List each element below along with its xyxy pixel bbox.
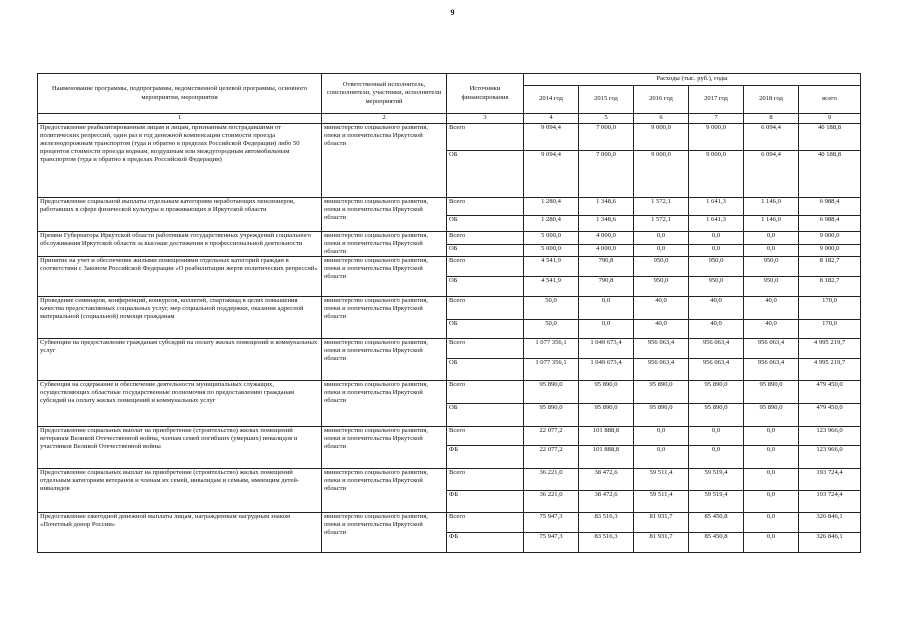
funding-source: Всего <box>447 427 524 446</box>
year-value: 6 094,4 <box>744 151 799 198</box>
year-value: 0,0 <box>634 245 689 257</box>
page-number: 9 <box>450 8 455 17</box>
table-row <box>38 381 861 404</box>
total-value: 479 450,0 <box>799 404 861 427</box>
responsible-executor: министерство социального развития, опеки и попечительства Иркутской области <box>322 381 447 427</box>
year-value: 0,0 <box>744 469 799 491</box>
year-value: 95 890,0 <box>689 381 744 404</box>
funding-source: ОБ <box>447 151 524 198</box>
funding-source: ОБ <box>447 320 524 339</box>
year-value: 95 890,0 <box>689 404 744 427</box>
column-number: 5 <box>579 114 634 124</box>
year-value: 0,0 <box>689 245 744 257</box>
column-number: 8 <box>744 114 799 124</box>
total-value: 6 988,4 <box>799 216 861 232</box>
responsible-executor: министерство социального развития, опеки и попечительства Иркутской области <box>322 469 447 513</box>
year-value: 9 000,0 <box>689 151 744 198</box>
year-value: 0,0 <box>634 232 689 245</box>
year-value: 1 641,3 <box>689 216 744 232</box>
year-value: 4 541,9 <box>524 277 579 297</box>
year-value: 6 094,4 <box>744 124 799 151</box>
year-value: 1 572,1 <box>634 216 689 232</box>
responsible-executor: министерство социального развития, опеки и попечительства Иркутской области <box>322 232 447 257</box>
year-value: 950,0 <box>744 257 799 277</box>
year-value: 0,0 <box>579 297 634 320</box>
year-value: 956 063,4 <box>744 339 799 359</box>
total-value: 170,0 <box>799 320 861 339</box>
year-value: 9 094,4 <box>524 124 579 151</box>
year-value: 81 931,7 <box>634 533 689 553</box>
year-value: 950,0 <box>689 277 744 297</box>
year-value: 83 516,3 <box>579 533 634 553</box>
funding-source: Всего <box>447 469 524 491</box>
year-value: 75 947,3 <box>524 513 579 533</box>
total-value: 326 846,1 <box>799 513 861 533</box>
year-value: 95 890,0 <box>524 404 579 427</box>
year-value: 1 146,0 <box>744 198 799 216</box>
year-value: 95 890,0 <box>579 381 634 404</box>
year-value: 40,0 <box>744 320 799 339</box>
year-value: 950,0 <box>634 257 689 277</box>
year-value: 1 049 673,4 <box>579 339 634 359</box>
year-value: 7 000,0 <box>579 151 634 198</box>
total-value: 193 724,4 <box>799 491 861 513</box>
funding-source: ОБ <box>447 277 524 297</box>
year-value: 0,0 <box>634 427 689 446</box>
table-row <box>38 339 861 359</box>
year-value: 40,0 <box>634 320 689 339</box>
year-value: 956 063,4 <box>689 339 744 359</box>
column-number: 6 <box>634 114 689 124</box>
year-value: 59 519,4 <box>689 469 744 491</box>
column-number: 2 <box>322 114 447 124</box>
year-value: 790,8 <box>579 277 634 297</box>
year-value: 1 049 673,4 <box>579 359 634 381</box>
table-row <box>38 198 861 216</box>
responsible-executor: министерство социального развития, опеки и попечительства Иркутской области <box>322 257 447 297</box>
year-value: 0,0 <box>689 446 744 469</box>
activity-name: Субвенция на содержание и обеспечение деятельности муниципальных служащих, осуществляющих областные государственные полномочия по предоставлению гражданам субсидий на оплату жилых помещений и коммунальных услуг <box>38 381 322 427</box>
year-value: 36 221,0 <box>524 491 579 513</box>
activity-name: Проведение семинаров, конференций, конкурсов, коллегий, спартакиад в целях повышения качества предоставляемых социальных услуг, мер социальной поддержки, оказания адресной материальной (социальной) помощи гражданам <box>38 297 322 339</box>
year-value: 956 063,4 <box>689 359 744 381</box>
table-header <box>38 74 861 124</box>
year-value: 0,0 <box>744 446 799 469</box>
year-value: 38 472,6 <box>579 491 634 513</box>
table-row <box>38 232 861 245</box>
year-value: 22 077,2 <box>524 427 579 446</box>
column-number: 1 <box>38 114 322 124</box>
responsible-executor: министерство социального развития, опеки и попечительства Иркутской области <box>322 297 447 339</box>
year-value: 0,0 <box>579 320 634 339</box>
total-value: 123 966,0 <box>799 427 861 446</box>
header-year: 2015 год <box>579 86 634 114</box>
funding-source: ФБ <box>447 533 524 553</box>
total-value: 8 182,7 <box>799 257 861 277</box>
year-value: 1 146,0 <box>744 216 799 232</box>
budget-table <box>37 73 861 553</box>
year-value: 0,0 <box>744 491 799 513</box>
responsible-executor: министерство социального развития, опеки и попечительства Иркутской области <box>322 339 447 381</box>
total-value: 4 995 219,7 <box>799 339 861 359</box>
year-value: 81 931,7 <box>634 513 689 533</box>
funding-source: Всего <box>447 513 524 533</box>
year-value: 0,0 <box>744 232 799 245</box>
total-value: 123 966,0 <box>799 446 861 469</box>
total-value: 193 724,4 <box>799 469 861 491</box>
table-row <box>38 257 861 277</box>
total-value: 479 450,0 <box>799 381 861 404</box>
activity-name: Предоставление социальных выплат на приобретение (строительство) жилых помещений ветеранам Великой Отечественной войны, членам семей погибших (умерших) инвалидов и участников Великой Отечественной войны <box>38 427 322 469</box>
header-responsible: Ответственный исполнитель, соисполнители, участники, исполнители мероприятий <box>322 74 447 114</box>
funding-source: ОБ <box>447 359 524 381</box>
year-value: 950,0 <box>744 277 799 297</box>
funding-source: ОБ <box>447 404 524 427</box>
activity-name: Предоставление ежегодной денежной выплаты лицам, награжденным нагрудным знаком «Почетный донор России» <box>38 513 322 553</box>
year-value: 4 000,0 <box>579 232 634 245</box>
year-value: 40,0 <box>689 320 744 339</box>
year-value: 1 077 356,1 <box>524 339 579 359</box>
year-value: 5 000,0 <box>524 232 579 245</box>
responsible-executor: министерство социального развития, опеки и попечительства Иркутской области <box>322 124 447 198</box>
year-value: 5 000,0 <box>524 245 579 257</box>
year-value: 9 000,0 <box>634 151 689 198</box>
year-value: 95 890,0 <box>524 381 579 404</box>
header-spending: Расходы (тыс. руб.), годы <box>524 74 861 86</box>
funding-source: Всего <box>447 198 524 216</box>
total-value: 170,0 <box>799 297 861 320</box>
total-value: 6 988,4 <box>799 198 861 216</box>
responsible-executor: министерство социального развития, опеки и попечительства Иркутской области <box>322 513 447 553</box>
year-value: 95 890,0 <box>744 381 799 404</box>
year-value: 956 063,4 <box>634 339 689 359</box>
year-value: 50,0 <box>524 297 579 320</box>
responsible-executor: министерство социального развития, опеки и попечительства Иркутской области <box>322 198 447 232</box>
year-value: 9 094,4 <box>524 151 579 198</box>
header-year: 2018 год <box>744 86 799 114</box>
year-value: 1 280,4 <box>524 216 579 232</box>
header-total: всего <box>799 86 861 114</box>
year-value: 83 516,3 <box>579 513 634 533</box>
year-value: 950,0 <box>689 257 744 277</box>
year-value: 1 348,6 <box>579 198 634 216</box>
year-value: 9 000,0 <box>634 124 689 151</box>
year-value: 1 641,3 <box>689 198 744 216</box>
table-body <box>38 124 861 553</box>
year-value: 0,0 <box>689 232 744 245</box>
activity-name: Предоставление социальной выплаты отдельным категориям неработающих пенсионеров, работавших в сфере физической культуры и проживающих в Иркутской области <box>38 198 322 232</box>
year-value: 790,8 <box>579 257 634 277</box>
year-value: 95 890,0 <box>634 404 689 427</box>
activity-name: Предоставление реабилитированным лицам и лицам, признанным пострадавшими от политических репрессий, один раз в год денежной компенсации стоимости проезда железнодорожным транспортом (туда и обратно в пределах Российской Федерации) либо 50 процентов стоимости проезда водным, воздушным или междугородным автомобильным транспортом (туда и обратно в пределах Российской Федерации) <box>38 124 322 198</box>
year-value: 101 888,8 <box>579 446 634 469</box>
header-year: 2017 год <box>689 86 744 114</box>
year-value: 40,0 <box>744 297 799 320</box>
year-value: 36 221,0 <box>524 469 579 491</box>
funding-source: ФБ <box>447 446 524 469</box>
responsible-executor: министерство социального развития, опеки и попечительства Иркутской области <box>322 427 447 469</box>
total-value: 9 000,0 <box>799 245 861 257</box>
funding-source: Всего <box>447 339 524 359</box>
year-value: 40,0 <box>689 297 744 320</box>
year-value: 4 541,9 <box>524 257 579 277</box>
year-value: 950,0 <box>634 277 689 297</box>
activity-name: Премии Губернатора Иркутской области работникам государственных учреждений социального обслуживания Иркутской области за высокие достижения в профессиональной деятельности <box>38 232 322 257</box>
column-number: 3 <box>447 114 524 124</box>
year-value: 95 890,0 <box>579 404 634 427</box>
year-value: 0,0 <box>744 427 799 446</box>
header-name: Наименование программы, подпрограммы, ведомственной целевой программы, основного мероприятия, мероприятия <box>38 74 322 114</box>
header-year: 2014 год <box>524 86 579 114</box>
table-row <box>38 124 861 151</box>
funding-source: Всего <box>447 381 524 404</box>
header-source: Источники финансирования <box>447 74 524 114</box>
total-value: 326 846,1 <box>799 533 861 553</box>
year-value: 22 077,2 <box>524 446 579 469</box>
year-value: 1 077 356,1 <box>524 359 579 381</box>
year-value: 85 450,8 <box>689 513 744 533</box>
total-value: 9 000,0 <box>799 232 861 245</box>
year-value: 0,0 <box>744 513 799 533</box>
year-value: 0,0 <box>634 446 689 469</box>
year-value: 0,0 <box>744 533 799 553</box>
table-row <box>38 427 861 446</box>
funding-source: ОБ <box>447 216 524 232</box>
activity-name: Принятие на учет и обеспечение жилыми помещениями отдельных категорий граждан в соответствии с Законом Российской Федерации «О реабилитации жертв политических репрессий» <box>38 257 322 297</box>
year-value: 59 519,4 <box>689 491 744 513</box>
header-year: 2016 год <box>634 86 689 114</box>
funding-source: Всего <box>447 297 524 320</box>
total-value: 40 188,8 <box>799 151 861 198</box>
table-row <box>38 297 861 320</box>
column-number: 7 <box>689 114 744 124</box>
activity-name: Субвенции на предоставление гражданам субсидий на оплату жилых помещений и коммунальных услуг <box>38 339 322 381</box>
year-value: 75 947,3 <box>524 533 579 553</box>
year-value: 1 280,4 <box>524 198 579 216</box>
funding-source: Всего <box>447 257 524 277</box>
total-value: 4 995 219,7 <box>799 359 861 381</box>
year-value: 59 511,4 <box>634 469 689 491</box>
year-value: 101 888,8 <box>579 427 634 446</box>
year-value: 85 450,8 <box>689 533 744 553</box>
table-row <box>38 513 861 533</box>
year-value: 40,0 <box>634 297 689 320</box>
year-value: 0,0 <box>689 427 744 446</box>
year-value: 9 000,0 <box>689 124 744 151</box>
year-value: 1 348,6 <box>579 216 634 232</box>
total-value: 40 188,8 <box>799 124 861 151</box>
year-value: 4 000,0 <box>579 245 634 257</box>
activity-name: Предоставление социальных выплат на приобретение (строительство) жилых помещений отдельным категориям ветеранов и членам их семей, инвалидам и семьям, имеющим детей-инвалидов <box>38 469 322 513</box>
year-value: 1 572,1 <box>634 198 689 216</box>
funding-source: ФБ <box>447 491 524 513</box>
year-value: 59 511,4 <box>634 491 689 513</box>
year-value: 956 063,4 <box>634 359 689 381</box>
year-value: 50,0 <box>524 320 579 339</box>
column-number: 9 <box>799 114 861 124</box>
year-value: 0,0 <box>744 245 799 257</box>
funding-source: Всего <box>447 232 524 245</box>
funding-source: Всего <box>447 124 524 151</box>
table-row <box>38 469 861 491</box>
column-number: 4 <box>524 114 579 124</box>
year-value: 956 063,4 <box>744 359 799 381</box>
total-value: 8 182,7 <box>799 277 861 297</box>
year-value: 95 890,0 <box>634 381 689 404</box>
year-value: 38 472,6 <box>579 469 634 491</box>
funding-source: ОБ <box>447 245 524 257</box>
year-value: 95 890,0 <box>744 404 799 427</box>
year-value: 7 000,0 <box>579 124 634 151</box>
